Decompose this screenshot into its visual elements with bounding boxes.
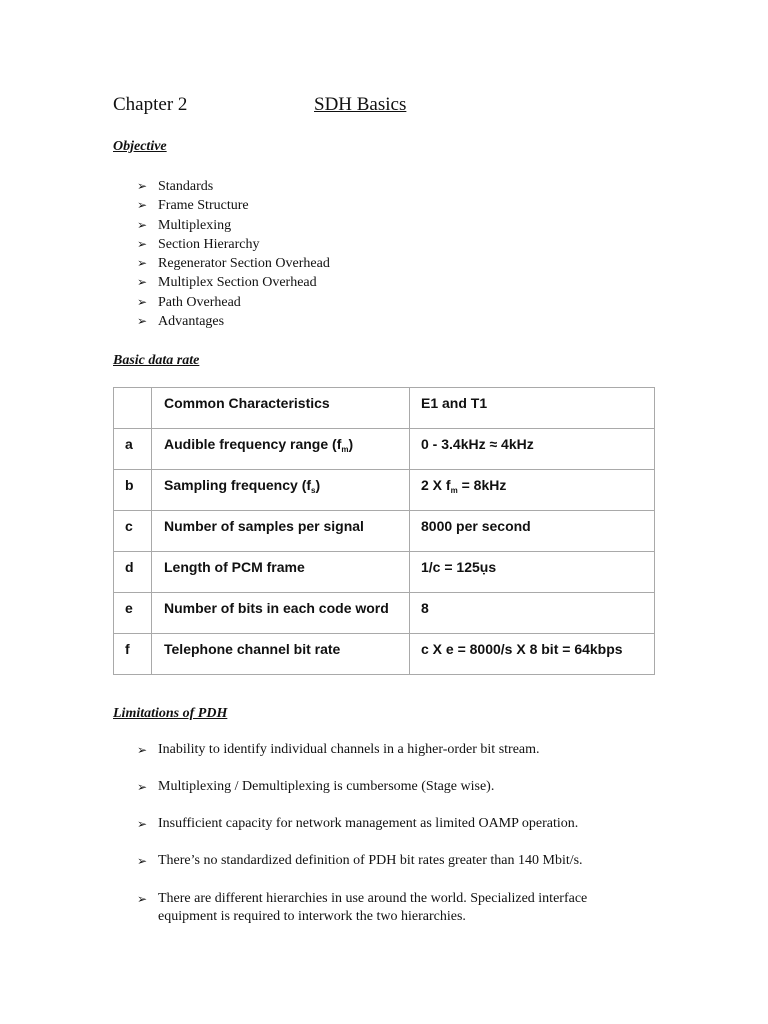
basic-data-rate-heading: Basic data rate	[113, 353, 200, 368]
table-header-cell	[114, 388, 152, 429]
arrowhead-bullet-icon: ➢	[137, 892, 148, 906]
limitation-item	[137, 741, 540, 759]
table-header-label: E1 and T1	[421, 395, 488, 411]
chapter-title: SDH Basics	[314, 94, 407, 115]
value-label-tail: = 8kHz	[457, 477, 507, 493]
objective-item-label: Standards	[158, 179, 214, 194]
objective-item-label: Frame Structure	[158, 198, 249, 214]
arrowhead-bullet-icon: ➢	[137, 236, 148, 251]
characteristic-subscript: m	[341, 445, 349, 454]
data-rate-table	[113, 387, 655, 675]
row-id-cell	[114, 593, 152, 634]
arrowhead-bullet-icon: ➢	[137, 217, 148, 232]
arrowhead-bullet-icon: ➢	[137, 780, 148, 794]
row-id: c	[125, 518, 133, 534]
value-cell	[410, 552, 655, 593]
limitation-text-line: Insufficient capacity for network management as limited OAMP operation.	[158, 816, 579, 831]
table-header-cell	[152, 388, 410, 429]
table-row	[114, 552, 655, 593]
characteristic-cell	[152, 470, 410, 511]
limitation-text-line: equipment is required to interwork the two hierarchies.	[158, 909, 466, 924]
row-id: f	[125, 641, 130, 657]
value-cell	[410, 429, 655, 470]
objective-item-label: Multiplexing	[158, 217, 232, 233]
objective-item-label: Path Overhead	[158, 294, 241, 310]
row-id: e	[125, 600, 133, 616]
characteristic-label: Number of samples per signal	[164, 518, 364, 534]
objective-item	[137, 254, 330, 273]
chapter-number: Chapter 2	[113, 94, 188, 115]
limitation-text-line: There are different hierarchies in use around the world. Specialized interface	[158, 891, 588, 906]
value-subscript: m	[450, 486, 458, 495]
limitation-text-line: There’s no standardized definition of PDH bit rates greater than 140 Mbit/s.	[158, 853, 583, 868]
table-row	[114, 470, 655, 511]
table-row	[114, 593, 655, 634]
objective-item	[137, 216, 330, 235]
row-id-cell	[114, 429, 152, 470]
limitation-item	[137, 778, 494, 796]
limitation-item	[137, 815, 578, 833]
objective-item-label: Section Hierarchy	[158, 236, 260, 252]
row-id-cell	[114, 470, 152, 511]
characteristic-label: Sampling frequency (f	[164, 477, 312, 493]
objective-list	[137, 177, 330, 331]
value-cell	[410, 470, 655, 511]
limitation-item	[137, 890, 587, 926]
table-row	[114, 511, 655, 552]
objective-item	[137, 273, 330, 292]
objective-item	[137, 312, 330, 331]
characteristic-label-tail: )	[315, 477, 321, 493]
table-header-row	[114, 388, 655, 429]
limitations-heading: Limitations of PDH	[113, 706, 228, 721]
row-id-cell	[114, 552, 152, 593]
value-cell	[410, 634, 655, 675]
objective-item	[137, 177, 330, 196]
value-cell	[410, 511, 655, 552]
arrowhead-bullet-icon: ➢	[137, 294, 148, 309]
limitation-text-line: Inability to identify individual channels in a higher-order bit stream.	[158, 742, 540, 757]
arrowhead-bullet-icon: ➢	[137, 198, 148, 213]
limitation-item	[137, 852, 583, 870]
objective-item	[137, 293, 330, 312]
objective-item-label: Advantages	[158, 314, 225, 330]
arrowhead-bullet-icon: ➢	[137, 817, 148, 831]
characteristic-label-tail: )	[348, 436, 354, 452]
characteristic-cell	[152, 634, 410, 675]
row-id-cell	[114, 634, 152, 675]
value-label: 2 X f	[421, 477, 451, 493]
characteristic-cell	[152, 511, 410, 552]
characteristic-label: Number of bits in each code word	[164, 600, 389, 616]
row-id: d	[125, 559, 134, 575]
row-id-cell	[114, 511, 152, 552]
value-label: c X e = 8000/s X 8 bit = 64kbps	[421, 641, 623, 657]
arrowhead-bullet-icon: ➢	[137, 275, 148, 290]
characteristic-label: Length of PCM frame	[164, 559, 305, 575]
objective-item	[137, 196, 330, 215]
value-label: 0 - 3.4kHz ≈ 4kHz	[421, 436, 534, 452]
row-id: b	[125, 477, 134, 493]
arrowhead-bullet-icon: ➢	[137, 314, 148, 329]
objective-item	[137, 235, 330, 254]
value-label: 8000 per second	[421, 518, 531, 534]
objective-item-label: Multiplex Section Overhead	[158, 275, 317, 291]
arrowhead-bullet-icon: ➢	[137, 179, 148, 193]
value-cell	[410, 593, 655, 634]
limitation-text-line: Multiplexing / Demultiplexing is cumbersome (Stage wise).	[158, 779, 495, 794]
objective-heading: Objective	[113, 139, 167, 154]
arrowhead-bullet-icon: ➢	[137, 256, 148, 271]
characteristic-subscript: s	[311, 486, 316, 495]
value-label: 8	[421, 600, 429, 616]
table-header-label: Common Characteristics	[164, 395, 330, 411]
characteristic-cell	[152, 429, 410, 470]
table-row	[114, 634, 655, 675]
characteristic-cell	[152, 552, 410, 593]
objective-item-label: Regenerator Section Overhead	[158, 256, 330, 272]
table-header-cell	[410, 388, 655, 429]
characteristic-label: Audible frequency range (f	[164, 436, 342, 452]
row-id: a	[125, 436, 133, 452]
table-row	[114, 429, 655, 470]
arrowhead-bullet-icon: ➢	[137, 743, 148, 757]
characteristic-cell	[152, 593, 410, 634]
characteristic-label: Telephone channel bit rate	[164, 641, 341, 657]
arrowhead-bullet-icon: ➢	[137, 854, 148, 868]
value-label: 1/c = 125ụs	[421, 559, 497, 575]
